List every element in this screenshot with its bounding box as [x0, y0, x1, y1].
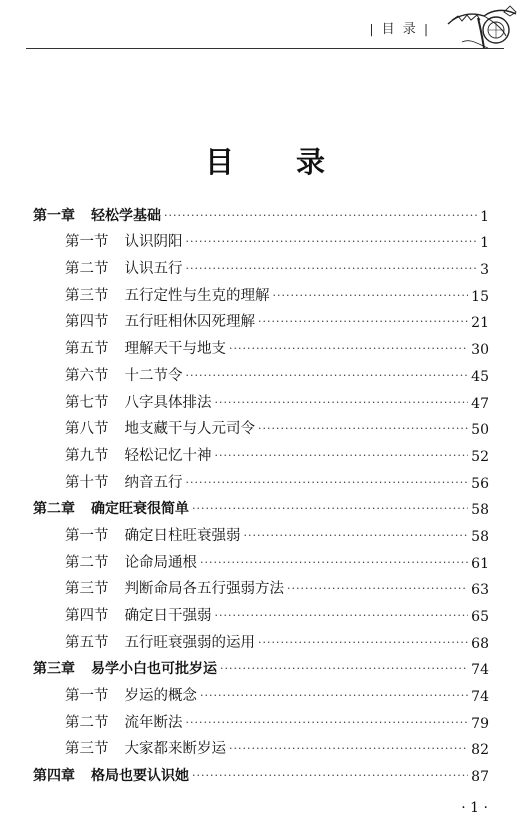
toc-section-row[interactable] — [33, 732, 489, 759]
toc-section-row[interactable] — [33, 251, 489, 278]
toc-entry-number: 第十节 — [65, 474, 109, 491]
toc-entry-page: 30 — [471, 342, 489, 359]
toc-section-row[interactable] — [33, 625, 489, 652]
toc-entry-number: 第六节 — [65, 367, 109, 384]
toc-entry-page: 63 — [471, 582, 489, 599]
toc-entry-page: 3 — [480, 262, 489, 279]
toc-entry-page: 21 — [471, 315, 489, 332]
page-title: 目 录 — [204, 145, 352, 179]
toc-entry-number: 第二节 — [65, 261, 109, 278]
dot-leader — [215, 394, 469, 412]
toc-entry-title: 判断命局各五行强弱方法 — [124, 581, 284, 598]
dot-leader — [244, 527, 469, 545]
toc-entry-number: 第五节 — [65, 634, 109, 651]
dot-leader — [229, 740, 468, 758]
dot-leader — [200, 687, 468, 705]
toc-section-row[interactable] — [33, 598, 489, 625]
toc-entry-page: 74 — [471, 689, 489, 706]
toc-entry-page: 15 — [471, 288, 489, 305]
dot-leader — [200, 554, 468, 572]
toc-entry-number: 第三节 — [65, 741, 109, 758]
dot-leader — [164, 207, 477, 225]
dot-leader — [192, 767, 468, 785]
toc-chapter-row[interactable] — [33, 198, 489, 225]
toc-entry-page: 47 — [471, 395, 489, 412]
running-head-text: 目 录 — [381, 22, 418, 37]
toc-entry-page: 58 — [471, 502, 489, 519]
toc-entry-number: 第四节 — [65, 314, 109, 331]
toc-section-row[interactable] — [33, 572, 489, 599]
toc-entry-page: 1 — [480, 208, 489, 225]
toc-entry-number: 第四节 — [65, 608, 109, 624]
toc-entry-number: 第一章 — [33, 207, 75, 224]
toc-section-row[interactable] — [33, 705, 489, 732]
dot-leader — [258, 420, 468, 438]
toc-entry-number: 第七节 — [65, 394, 109, 411]
toc-chapter-row[interactable] — [33, 492, 489, 519]
toc-entry-title: 格局也要认识她 — [91, 768, 189, 785]
toc-entry-page: 68 — [471, 635, 489, 652]
pine-tree-emblem-icon — [444, 2, 522, 52]
toc-entry-title: 认识五行 — [124, 261, 183, 278]
toc-entry-page: 74 — [471, 662, 489, 679]
toc-entry-title: 轻松记忆十神 — [124, 447, 212, 464]
toc-entry-page: 45 — [471, 368, 489, 385]
toc-chapter-row[interactable] — [33, 758, 489, 785]
toc-entry-title: 确定日柱旺衰强弱 — [124, 527, 241, 544]
toc-entry-title: 五行旺衰强弱的运用 — [124, 634, 255, 651]
toc-entry-page: 79 — [471, 715, 489, 732]
toc-section-row[interactable] — [33, 518, 489, 545]
toc-entry-title: 地支藏干与人元司令 — [124, 421, 255, 438]
toc-section-row[interactable] — [33, 385, 489, 412]
toc-section-row[interactable] — [33, 358, 489, 385]
toc-chapter-row[interactable] — [33, 652, 489, 679]
toc-entry-page: 82 — [471, 742, 489, 759]
toc-entry-number: 第一节 — [65, 527, 109, 544]
dot-leader — [186, 474, 469, 492]
dot-leader — [186, 714, 469, 732]
toc-entry-page: 87 — [471, 769, 489, 786]
page-number: · 1 · — [461, 800, 488, 816]
running-head-right-bar: | — [423, 22, 430, 36]
toc-entry-title: 论命局通根 — [124, 554, 197, 571]
toc-entry-title: 确定日干强弱 — [124, 608, 212, 624]
toc-entry-number: 第九节 — [65, 447, 109, 464]
toc-entry-page: 65 — [471, 609, 489, 625]
toc-section-row[interactable] — [33, 412, 489, 439]
toc-entry-title: 纳音五行 — [124, 474, 183, 491]
toc-entry-title: 理解天干与地支 — [124, 341, 226, 358]
toc-section-row[interactable] — [33, 545, 489, 572]
running-head — [369, 18, 430, 37]
dot-leader — [273, 287, 469, 305]
toc-entry-number: 第五节 — [65, 341, 109, 358]
dot-leader — [186, 367, 469, 385]
dot-leader — [186, 260, 478, 278]
toc-entry-title: 五行旺相休囚死理解 — [124, 314, 255, 331]
running-head-left-bar: | — [369, 22, 376, 36]
toc-entry-page: 56 — [471, 475, 489, 492]
toc-entry-number: 第二节 — [65, 554, 109, 571]
toc-section-row[interactable] — [33, 278, 489, 305]
dot-leader — [215, 447, 469, 465]
toc-entry-title: 八字具体排法 — [124, 394, 212, 411]
toc-entry-title: 确定旺衰很简单 — [91, 501, 189, 518]
toc-section-row[interactable] — [33, 678, 489, 705]
toc-entry-title: 大家都来断岁运 — [124, 741, 226, 758]
toc-entry-number: 第三节 — [65, 581, 109, 598]
toc-entry-number: 第一节 — [65, 234, 109, 251]
toc-section-row[interactable] — [33, 331, 489, 358]
toc-entry-number: 第四章 — [33, 768, 75, 785]
toc-entry-page: 1 — [480, 235, 489, 252]
dot-leader — [287, 580, 468, 598]
toc-section-row[interactable] — [33, 225, 489, 252]
toc-entry-number: 第二节 — [65, 714, 109, 731]
toc-section-row[interactable] — [33, 438, 489, 465]
dot-leader — [258, 634, 468, 652]
toc-entry-title: 流年断法 — [124, 714, 183, 731]
toc-section-row[interactable] — [33, 305, 489, 332]
toc-entry-number: 第三章 — [33, 661, 75, 678]
toc-entry-title: 十二节令 — [124, 367, 183, 384]
dot-leader — [192, 500, 468, 518]
dot-leader — [220, 660, 468, 678]
toc-section-row[interactable] — [33, 465, 489, 492]
dot-leader — [229, 340, 468, 358]
toc-entry-page: 50 — [471, 422, 489, 439]
toc-entry-title: 易学小白也可批岁运 — [91, 661, 217, 678]
toc-entry-number: 第一节 — [65, 688, 109, 705]
toc-entry-number: 第二章 — [33, 501, 75, 518]
toc-entry-title: 岁运的概念 — [124, 688, 197, 705]
toc-entry-page: 58 — [471, 528, 489, 545]
dot-leader — [215, 607, 469, 625]
dot-leader — [186, 233, 478, 251]
toc-entry-title: 五行定性与生克的理解 — [124, 287, 270, 304]
table-of-contents — [33, 198, 489, 785]
toc-entry-title: 轻松学基础 — [91, 207, 161, 224]
toc-entry-title: 认识阴阳 — [124, 234, 183, 251]
toc-entry-page: 61 — [471, 555, 489, 572]
toc-entry-page: 52 — [471, 448, 489, 465]
dot-leader — [258, 313, 468, 331]
toc-entry-number: 第八节 — [65, 421, 109, 438]
header-rule — [26, 48, 504, 49]
toc-entry-number: 第三节 — [65, 287, 109, 304]
